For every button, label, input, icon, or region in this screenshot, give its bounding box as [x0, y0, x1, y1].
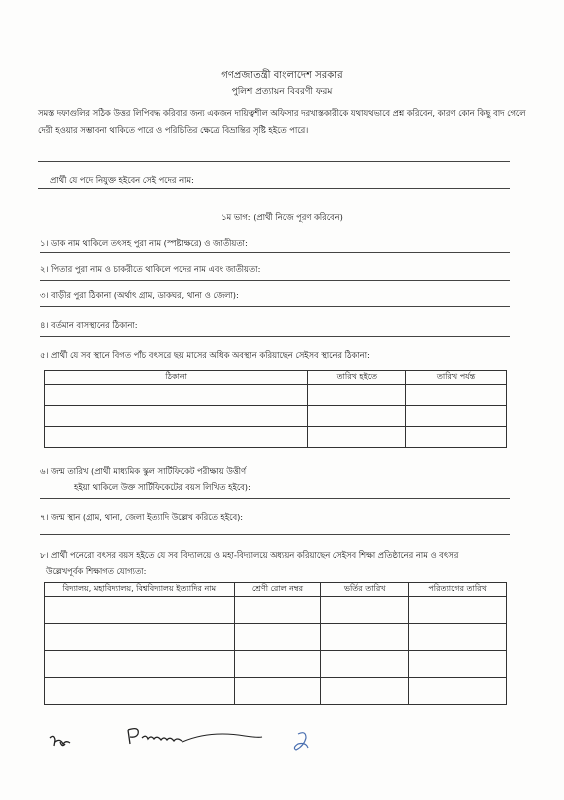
education-table-row: [45, 678, 507, 705]
item-6-label-line1: ৬। জন্ম তারিখ (প্রার্থী মাধ্যমিক স্কুল সার্টিফিকেট পরীক্ষায় উত্তীর্ণ: [40, 466, 247, 476]
address-table-row: [45, 385, 507, 406]
handwritten-initials: [40, 720, 380, 770]
item-7-label: ৭। জন্ম স্থান (গ্রাম, থানা, জেলা ইত্যাদি উল্লেখ করিতে হইবে):: [40, 512, 244, 522]
address-table: [44, 370, 507, 448]
form-subtitle: পুলিশ প্রত্যায়ন বিবরণী ফরম: [231, 87, 333, 97]
form-title: গণপ্রজাতন্ত্রী বাংলাদেশ সরকার: [221, 70, 343, 81]
item-8-label-line2: উল্লেখপূর্বক শিক্ষাগত যোগ্যতা:: [46, 566, 147, 576]
column-header-admission-date: ভর্তির তারিখ: [321, 583, 409, 597]
education-table-row: [45, 597, 507, 624]
education-table-row: [45, 624, 507, 651]
item-1-label: ১। ডাক নাম থাকিলে তৎসহ পুরা নাম (স্পষ্টাক্ষরে) ও জাতীয়তা:: [40, 238, 248, 248]
item-5-label: ৫। প্রার্থী যে সব স্থানে বিগত পাঁচ বৎসরে ছয় মাসের অধিক অবস্থান করিয়াছেন সেইসব স্থানের ঠিকানা:: [40, 350, 370, 360]
item-2-line[interactable]: [40, 280, 510, 281]
education-table-cell[interactable]: [409, 678, 507, 705]
column-header-to-date: তারিখ পর্যন্ত: [406, 371, 507, 385]
education-table-cell[interactable]: [234, 624, 321, 651]
education-table-row: [45, 651, 507, 678]
divider: [38, 161, 510, 162]
education-table-cell[interactable]: [321, 651, 409, 678]
address-table-cell[interactable]: [308, 406, 406, 427]
education-table-cell[interactable]: [234, 651, 321, 678]
item-4-line[interactable]: [40, 336, 510, 337]
post-name-label: প্রার্থী যে পদে নিযুক্ত হইবেন সেই পদের নাম:: [50, 175, 194, 185]
item-4-label: ৪। বর্তমান বাসস্থানের ঠিকানা:: [40, 320, 138, 330]
address-table-cell[interactable]: [45, 427, 308, 448]
education-table-cell[interactable]: [409, 597, 507, 624]
education-table-cell[interactable]: [321, 624, 409, 651]
address-table-cell[interactable]: [45, 385, 308, 406]
education-table-cell[interactable]: [45, 624, 235, 651]
column-header-address: ঠিকানা: [45, 371, 308, 385]
education-table-cell[interactable]: [409, 624, 507, 651]
column-header-institution: বিদ্যালয়, মহাবিদ্যালয়, বিশ্ববিদ্যালয় ইত্যাদির নাম: [45, 583, 235, 597]
education-table: [44, 582, 507, 705]
address-table-row: [45, 427, 507, 448]
education-table-cell[interactable]: [234, 597, 321, 624]
item-7-line[interactable]: [40, 534, 510, 535]
item-3-line[interactable]: [40, 306, 510, 307]
education-table-cell[interactable]: [45, 678, 235, 705]
item-8-label-line1: ৮। প্রার্থী পনেরো বৎসর বয়স হইতে যে সব বিদ্যালয়ে ও মহা-বিদ্যালয়ে অধ্যয়ন করিয়াছেন সেইসব শিক্ষা প্রতিষ্ঠানের নাম ও বৎসর: [40, 550, 459, 560]
address-table-cell[interactable]: [308, 385, 406, 406]
column-header-from-date: তারিখ হইতে: [308, 371, 406, 385]
address-table-cell[interactable]: [406, 406, 507, 427]
post-name-line[interactable]: [38, 188, 510, 189]
part-heading: ১ম ভাগ: (প্রার্থী নিজে পূরণ করিবেন): [221, 212, 343, 222]
address-table-row: [45, 406, 507, 427]
item-6-label-line2: হইয়া থাকিলে উক্ত সার্টিফিকেটের বয়স লিখিত হইবে):: [74, 482, 251, 492]
education-table-cell[interactable]: [321, 597, 409, 624]
instructions-paragraph: সমস্ত দফাগুলির সঠিক উত্তর লিপিবদ্ধ করিবার জন্য একজন দায়িত্বশীল অফিসার দরখাস্তকারীকে যথাযথভাবে প্রশ্ন করিবেন, কারণ কোন কিছু বাদ গেলে দেরী হওয়ার সম্ভাবনা থাকিতে পারে ও পরিচিতির ক্ষেত্রে বিভ্রান্তির সৃষ্টি হইতে পারে।: [38, 108, 526, 135]
education-table-cell[interactable]: [45, 597, 235, 624]
education-table-cell[interactable]: [234, 678, 321, 705]
item-1-line[interactable]: [40, 252, 510, 253]
address-table-cell[interactable]: [406, 385, 507, 406]
address-table-cell[interactable]: [45, 406, 308, 427]
education-table-cell[interactable]: [45, 651, 235, 678]
item-3-label: ৩। বাড়ীর পুরা ঠিকানা (অর্থাৎ গ্রাম, ডাকঘর, থানা ও জেলা):: [40, 290, 239, 300]
address-table-cell[interactable]: [308, 427, 406, 448]
education-table-cell[interactable]: [321, 678, 409, 705]
item-2-label: ২। পিতার পুরা নাম ও চাকরীতে থাকিলে পদের নাম এবং জাতীয়তা:: [40, 264, 261, 274]
item-6-line[interactable]: [40, 498, 510, 499]
column-header-leaving-date: পরিত্যাগের তারিখ: [409, 583, 507, 597]
address-table-cell[interactable]: [406, 427, 507, 448]
education-table-cell[interactable]: [409, 651, 507, 678]
column-header-roll: শ্রেণী রোল নম্বর: [234, 583, 321, 597]
